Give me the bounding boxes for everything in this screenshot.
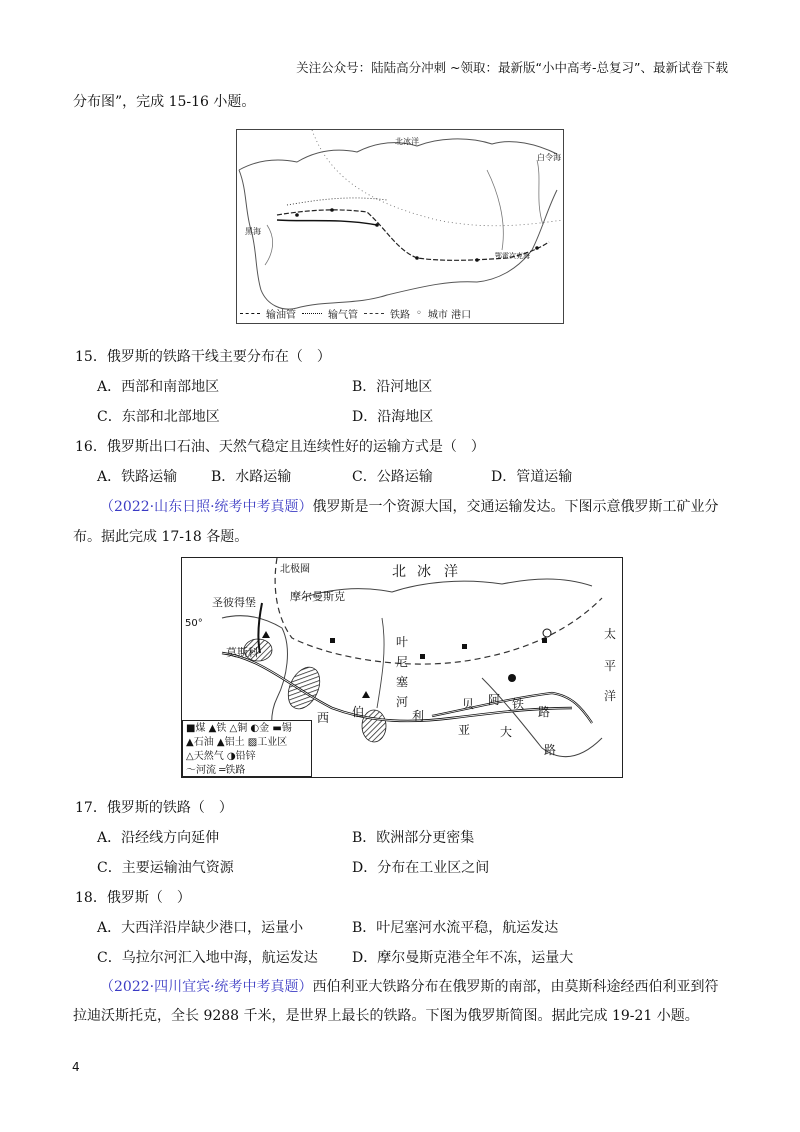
q18-option-d[interactable]: D．摩尔曼斯克港全年不冻，运量大 [352, 950, 574, 966]
q16-option-a[interactable]: A．铁路运输 [97, 469, 178, 485]
q18-option-a[interactable]: A．大西洋沿岸缺少港口，运量小 [97, 920, 304, 936]
legend-gold: 金 [259, 723, 270, 734]
passage2-text1: 俄罗斯是一个资源大国，交通运输发达。下图示意俄罗斯工矿业分 [312, 499, 719, 515]
xi-label: 西 [317, 711, 330, 725]
coal-icon: ■ [186, 723, 196, 734]
q16-option-c[interactable]: C．公路运输 [352, 469, 433, 485]
river-symbol: ～ [186, 765, 196, 776]
map2-legend [182, 720, 312, 777]
ocean-label: 洋 [444, 564, 458, 580]
oil-pipe-symbol [240, 313, 260, 314]
ye-label: 叶 [396, 635, 409, 649]
russia-industry-map [181, 557, 623, 778]
q16-option-d[interactable]: D．管道运输 [491, 469, 573, 485]
lu-label: 路 [538, 705, 551, 719]
lu2-label: 路 [544, 743, 557, 757]
gas-pipe-symbol [302, 313, 322, 314]
tin-icon: ▬ [272, 723, 282, 734]
q17-option-c[interactable]: C．主要运输油气资源 [97, 860, 234, 876]
q15-option-a[interactable]: A．西部和南部地区 [97, 379, 220, 395]
passage2-line1 [100, 497, 719, 517]
tai-label: 太 [604, 627, 617, 641]
railway-symbol: ═ [219, 765, 226, 776]
he-label: 河 [396, 695, 409, 709]
north-label: 北 [392, 564, 406, 580]
legend-iron: 铁 [216, 723, 227, 734]
q16-stem: 16．俄罗斯出口石油、天然气稳定且连续性好的运输方式是（ ） [75, 439, 485, 455]
legend-gas-pipe: 输气管 [328, 310, 358, 321]
legend-bauxite: 铝土 [224, 737, 245, 748]
legend-tin: 锡 [281, 723, 292, 734]
intro-text: 分布图”，完成 15-16 小题。 [73, 94, 256, 110]
bering-sea-label: 白令海 [537, 153, 561, 162]
legend-river: 河流 [196, 765, 216, 776]
q15-option-b[interactable]: B．沿河地区 [352, 379, 433, 395]
sai-label: 塞 [396, 675, 409, 689]
stpetersburg-label: 圣彼得堡 [212, 596, 256, 609]
moscow-label: 莫斯科 [226, 646, 259, 659]
gold-icon: ◐ [250, 723, 260, 734]
passage2-source: （2022·山东日照·统考中考真题） [100, 499, 313, 515]
lat-50-label: 50° [185, 618, 203, 629]
q16-option-b[interactable]: B．水路运输 [211, 469, 292, 485]
bo-label: 伯 [352, 705, 365, 719]
li-label: 利 [412, 709, 425, 723]
passage3-line2: 拉迪沃斯托克，全长 9288 千米，是世界上最长的铁路。下图为俄罗斯简图。据此完成 19-21 小题。 [73, 1008, 699, 1024]
map1-legend [240, 306, 471, 321]
murmansk-label: 摩尔曼斯克 [290, 590, 345, 603]
legend-copper: 铜 [237, 723, 248, 734]
lead-zinc-icon: ◑ [226, 751, 236, 762]
tie-label: 铁 [512, 697, 525, 711]
q18-option-b[interactable]: B．叶尼塞河水流平稳，航运发达 [352, 920, 559, 936]
legend-industry: 工业区 [257, 737, 288, 748]
passage2-line2: 布。据此完成 17-18 各题。 [73, 529, 249, 545]
legend-rail: 铁路 [390, 310, 410, 321]
passage3-text1: 西伯利亚大铁路分布在俄罗斯的南部，由莫斯科途经西伯利亚到符 [312, 979, 719, 995]
rail-symbol [364, 313, 384, 314]
q15-stem: 15．俄罗斯的铁路干线主要分布在（ ） [75, 349, 331, 365]
bei2-label: 贝 [462, 697, 475, 711]
gas-icon: △ [186, 751, 194, 762]
arctic-circle-label: 北极圈 [280, 564, 310, 575]
q17-option-a[interactable]: A．沿经线方向延伸 [97, 830, 220, 846]
a-label: 阿 [488, 693, 501, 707]
q17-stem: 17．俄罗斯的铁路（ ） [75, 800, 233, 816]
passage3-source: （2022·四川宜宾·统考中考真题） [100, 979, 313, 995]
industry-zone-icon: ▨ [247, 737, 258, 748]
legend-oil: 石油 [193, 737, 214, 748]
q18-option-c[interactable]: C．乌拉尔河汇入地中海，航运发达 [97, 950, 318, 966]
okhotsk-sea-label: 鄂霍次克海 [495, 252, 530, 260]
oil-icon: ▲ [186, 737, 194, 748]
legend-leadzinc: 铅锌 [235, 751, 256, 762]
ping-label: 平 [604, 659, 617, 673]
q15-option-d[interactable]: D．沿海地区 [352, 409, 434, 425]
russia-transport-map [236, 129, 564, 324]
legend-city-port: 城市 港口 [427, 310, 472, 321]
legend-gas: 天然气 [193, 751, 224, 762]
iron-icon: ▲ [208, 723, 217, 734]
city-port-dot-icon: ◦ [416, 308, 422, 319]
yang2-label: 洋 [604, 689, 617, 703]
q15-option-c[interactable]: C．东部和北部地区 [97, 409, 220, 425]
legend-railway: 铁路 [225, 765, 246, 776]
legend-oil-pipe: 输油管 [266, 310, 296, 321]
q18-stem: 18．俄罗斯（ ） [75, 890, 191, 906]
da-label: 大 [500, 725, 513, 739]
q17-option-b[interactable]: B．欧洲部分更密集 [352, 830, 475, 846]
page-number: 4 [72, 1060, 80, 1074]
legend-coal: 煤 [195, 723, 206, 734]
page-header: 关注公众号：陆陆高分冲刺 ~领取：最新版“小中高考-总复习”、最新试卷下载 [296, 60, 728, 75]
ya-label: 亚 [458, 723, 471, 737]
passage3-line1 [100, 977, 719, 997]
bauxite-icon: ▲ [216, 737, 225, 748]
copper-icon: △ [229, 723, 238, 734]
black-sea-label: 黑海 [245, 227, 261, 236]
arctic-ocean-label: 北冰洋 [395, 137, 419, 146]
ice-label: 冰 [417, 564, 431, 580]
ni-label: 尼 [396, 655, 409, 669]
q17-option-d[interactable]: D．分布在工业区之间 [352, 860, 490, 876]
